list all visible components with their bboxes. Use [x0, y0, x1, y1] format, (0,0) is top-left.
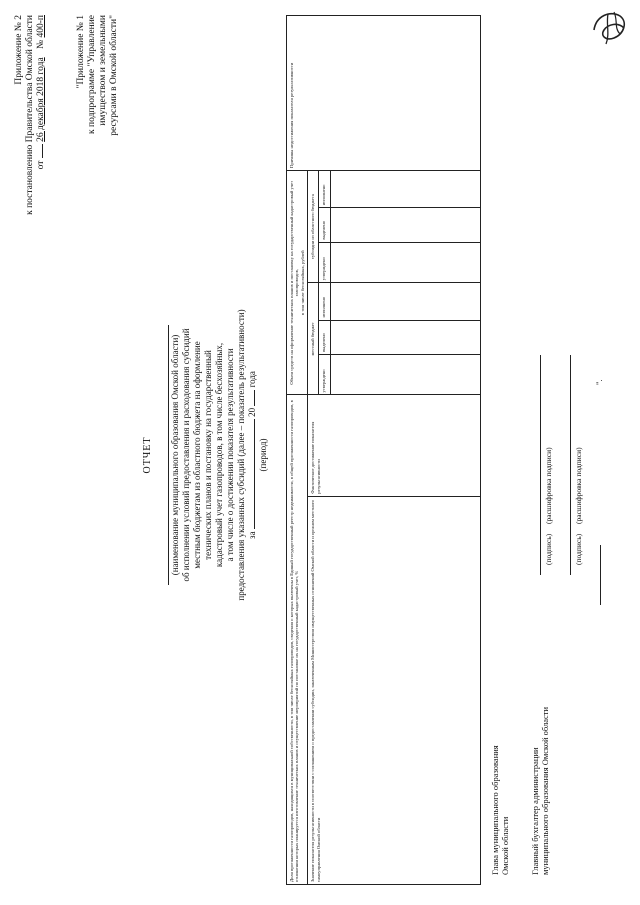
body-line-5: а том числе о достижении показателя результативности [225, 348, 235, 562]
appendix-2-date-line [36, 15, 47, 285]
decree-number: 400-п [36, 15, 46, 38]
accountant-title: Главный бухгалтер администрации [530, 747, 540, 875]
header-reasons: Причины недостижения показателя результативности [287, 16, 481, 171]
municipality-caption: (наименование муниципального образования Омской области) [170, 334, 180, 576]
report-table [286, 15, 481, 885]
regional-approved: утверждено [318, 242, 330, 283]
local-allocated: выделено [318, 320, 330, 354]
body-line-4: кадастровый учет газопроводов, в том числе бесхозяйных, [214, 342, 224, 568]
head-signature-label [490, 575, 510, 875]
regional-allocated: выделено [318, 208, 330, 242]
date-blank-line [600, 545, 601, 605]
appendix-1-block [76, 15, 120, 185]
cell-empty [330, 242, 480, 283]
body-line-6: предоставления указанных субсидий (далее – показатель результативности) [236, 309, 246, 601]
accountant-signature-captions [574, 345, 584, 565]
accountant-org: муниципального образования Омской области [540, 706, 550, 875]
head-title: Глава муниципального образования [490, 745, 500, 875]
head-signature-captions [544, 345, 554, 565]
date-prefix: от [36, 160, 46, 170]
body-line-2: местным бюджетам из областного бюджета на оформление [192, 341, 202, 569]
appendix-2-decree: к постановлению Правительства Омской области [25, 15, 35, 215]
appendix-2-block [14, 15, 47, 285]
period-prefix: за [247, 531, 257, 539]
accountant-decode-caption: (расшифровка подписи) [574, 447, 583, 524]
cell-empty [330, 283, 480, 320]
header-share: Доля протяженности газопроводов, находящихся в муниципальной собственности, в том числе бесхозяйных газопроводов, сведения о которых включены в Единый государственный реестр недвижимости, в общей протяженности газопроводов, в отношении которых планируется изготовление технических планов и осуществление мероприятий по постановке их на государственный кадастровый учет, % [287, 395, 308, 885]
local-approved: утверждено [318, 354, 330, 395]
decree-date: 26 декабря 2018 года [36, 57, 46, 142]
cell-empty [330, 354, 480, 395]
period-caption: (период) [258, 438, 268, 472]
subheader-actual-value: Фактическое достижение показателя результативности [308, 395, 480, 496]
report-body [170, 255, 269, 655]
accountant-sig-caption: (подпись) [574, 533, 583, 565]
subheader-regional-budget: субсидии из областного бюджета [308, 171, 318, 283]
period-line [247, 255, 258, 655]
municipality-line [168, 325, 169, 585]
number-label: № [36, 39, 46, 49]
accountant-signature-line [570, 355, 571, 575]
body-line-1: об исполнении условий предоставления и расходования субсидий [181, 328, 191, 582]
cell-empty [330, 320, 480, 354]
regional-executed: исполнено [318, 171, 330, 208]
period-year-prefix: 20 [247, 407, 257, 417]
appendix-1-line3: имуществом и земельными [98, 15, 108, 126]
appendix-1-line2: к подпрограмме "Управление [87, 15, 97, 134]
appendix-1-line4: ресурсами в Омской области" [109, 15, 119, 136]
header-volume [287, 171, 308, 396]
head-signature-line [540, 355, 541, 575]
period-suffix: года [247, 371, 257, 388]
header-volume-main: Объем средств на оформление технических планов и постановку на государственный кадастровый учет газопроводов, [289, 180, 300, 385]
local-executed: исполнено [318, 283, 330, 320]
appendix-1-title: "Приложение № 1 [76, 15, 86, 89]
head-region: Омской области [500, 816, 510, 875]
cell-empty [330, 171, 480, 208]
handwritten-signature-icon [584, 4, 634, 50]
header-volume-sub: в том числе бесхозяйных, рублей [299, 250, 305, 316]
closing-mark: ". [594, 379, 604, 385]
appendix-2-title: Приложение № 2 [14, 15, 24, 85]
head-decode-caption: (расшифровка подписи) [544, 447, 553, 524]
body-line-3: технических планов и постановку на государственный [203, 350, 213, 560]
cell-empty [330, 208, 480, 242]
subheader-local-budget: местный бюджет [308, 283, 318, 395]
report-title: ОТЧЕТ [142, 436, 153, 474]
accountant-signature-label [530, 555, 550, 875]
head-sig-caption: (подпись) [544, 533, 553, 565]
subheader-target-value: Значение показателя результативности в соответствии с соглашением о предоставлении субсидии, заключенным Министерством имущественных отношений Омской области и органом местного самоуправления Омской области [308, 496, 480, 884]
